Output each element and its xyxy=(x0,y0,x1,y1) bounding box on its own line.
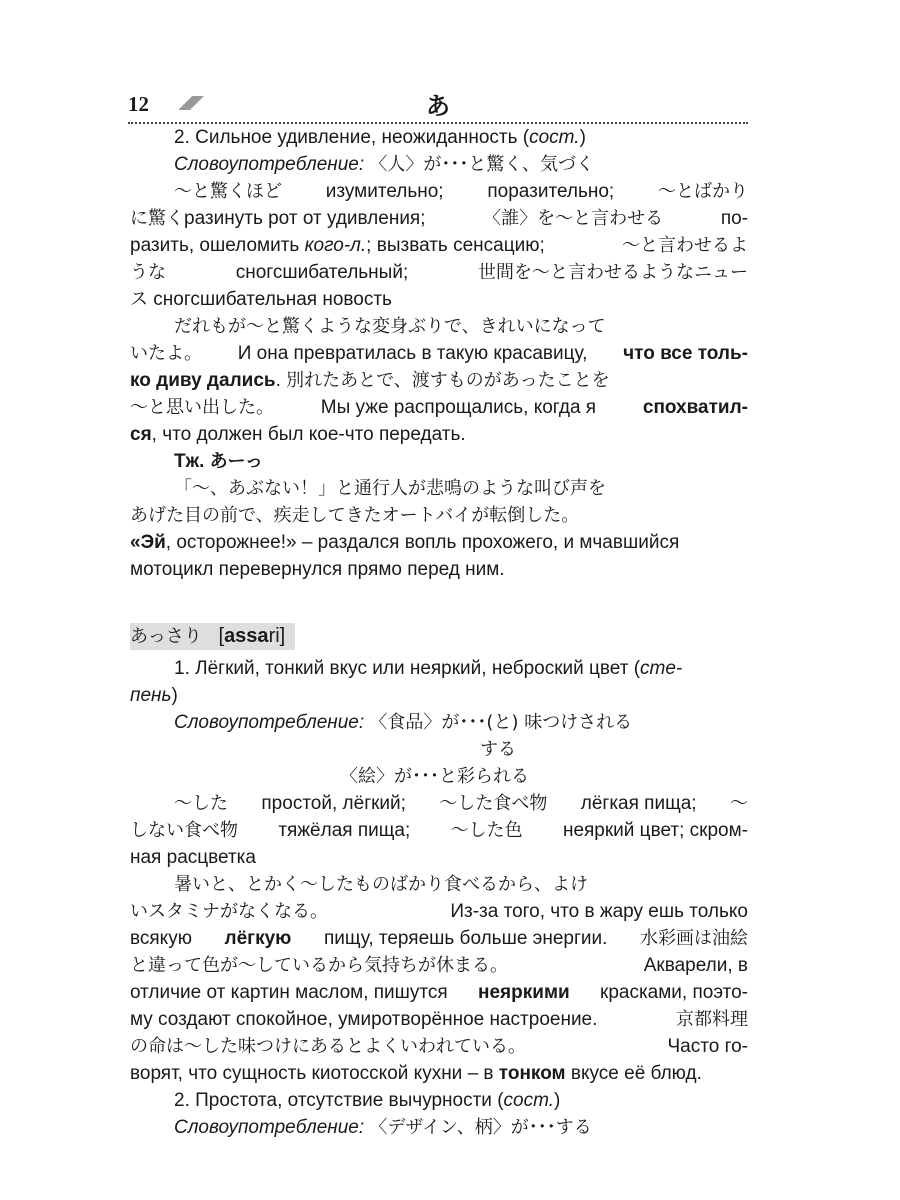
text-line: му создают спокойное, умиротворённое настроение. 京都料理 xyxy=(130,1009,748,1030)
section-letter: あ xyxy=(426,92,450,120)
example-line: だれもが〜と驚くような変身ぶりで、きれいになって xyxy=(174,316,606,337)
variant-line: Тж. あーっ xyxy=(174,451,263,472)
page-number: 12 xyxy=(128,92,149,116)
text-line: мотоцикл перевернулся прямо перед ним. xyxy=(130,559,505,580)
usage-line: 〈絵〉が･･･と彩られる xyxy=(340,766,529,787)
text-line: の命は〜した味つけにあるとよくいわれている。 Часто го- xyxy=(130,1036,748,1057)
example-line: あげた目の前で、疾走してきたオートバイが転倒した。 xyxy=(130,505,580,526)
page-header xyxy=(128,82,748,124)
text-line: отличие от картин маслом, пишутся неяркими красками, поэто- xyxy=(130,982,748,1003)
headword-box xyxy=(130,623,295,650)
text-line: ся, что должен был кое-что передать. xyxy=(130,424,466,445)
text-line: разить, ошеломить кого-л.; вызвать сенсацию; 〜と言わせるよ xyxy=(130,235,748,256)
text-line: 〜と驚くほど изумительно; поразительно; 〜とばかり xyxy=(174,181,748,202)
text-line: いたよ。 И она превратилась в такую красавицу, что все толь- xyxy=(130,343,748,364)
text-line: いスタミナがなくなる。 Из-за того, что в жару ешь только xyxy=(130,901,748,922)
transcription: [assari] xyxy=(218,625,286,647)
entry-headline xyxy=(130,623,748,655)
sense-2-line: 2. Простота, отсутствие вычурности (сост.) xyxy=(174,1090,561,1111)
text-line: ная расцветка xyxy=(130,847,256,868)
text-line: と違って色が〜しているから気持ちが休まる。 Акварели, в xyxy=(130,955,748,976)
usage-line: Словоупотребление: 〈デザイン、柄〉が･･･する xyxy=(174,1117,592,1138)
text-line: に驚くразинуть рот от удивления; 〈誰〉を〜と言わせる по- xyxy=(130,208,748,229)
text-line: ス сногсшибательная новость xyxy=(130,289,392,310)
text-line: ворят, что сущность киотосской кухни – в тонком вкусе её блюд. xyxy=(130,1063,702,1084)
entry-gap xyxy=(130,583,748,623)
example-line: 「〜、あぶない！」と通行人が悲鳴のような叫び声を xyxy=(174,478,606,499)
sense-1-line: 1. Лёгкий, тонкий вкус или неяркий, неброский цвет (сте- xyxy=(174,658,683,679)
text-line: 〜した простой, лёгкий; 〜した食べ物 лёгкая пища; 〜 xyxy=(174,793,748,814)
text-line: 〜と思い出した。 Мы уже распрощались, когда я спохватил- xyxy=(130,397,748,418)
sense-2-line: 2. Сильное удивление, неожиданность (сост.) xyxy=(174,127,586,148)
text-line: «Эй, осторожнее!» – раздался вопль прохожего, и мчавшийся xyxy=(130,532,680,553)
dictionary-text xyxy=(130,124,748,1141)
text-line: うな сногсшибательный; 世間を〜と言わせるようなニュー xyxy=(130,262,748,283)
usage-line: Словоупотребление: 〈食品〉が･･･(と) 味つけされる xyxy=(174,712,633,733)
headword: あっさり xyxy=(130,626,202,647)
text-line: しない食べ物 тяжёлая пища; 〜した色 неяркий цвет; скром- xyxy=(130,820,748,841)
text-line: пень) xyxy=(130,685,178,706)
example-line: 暑いと、とかく〜したものばかり食べるから、よけ xyxy=(174,874,588,895)
text-line: ко диву дались. 別れたあとで、渡すものがあったことを xyxy=(130,370,610,391)
text-line: всякую лёгкую пищу, теряешь больше энергии. 水彩画は油絵 xyxy=(130,928,748,949)
usage-line: する xyxy=(480,739,516,760)
usage-line: Словоупотребление: 〈人〉が･･･と驚く、気づく xyxy=(174,154,595,175)
